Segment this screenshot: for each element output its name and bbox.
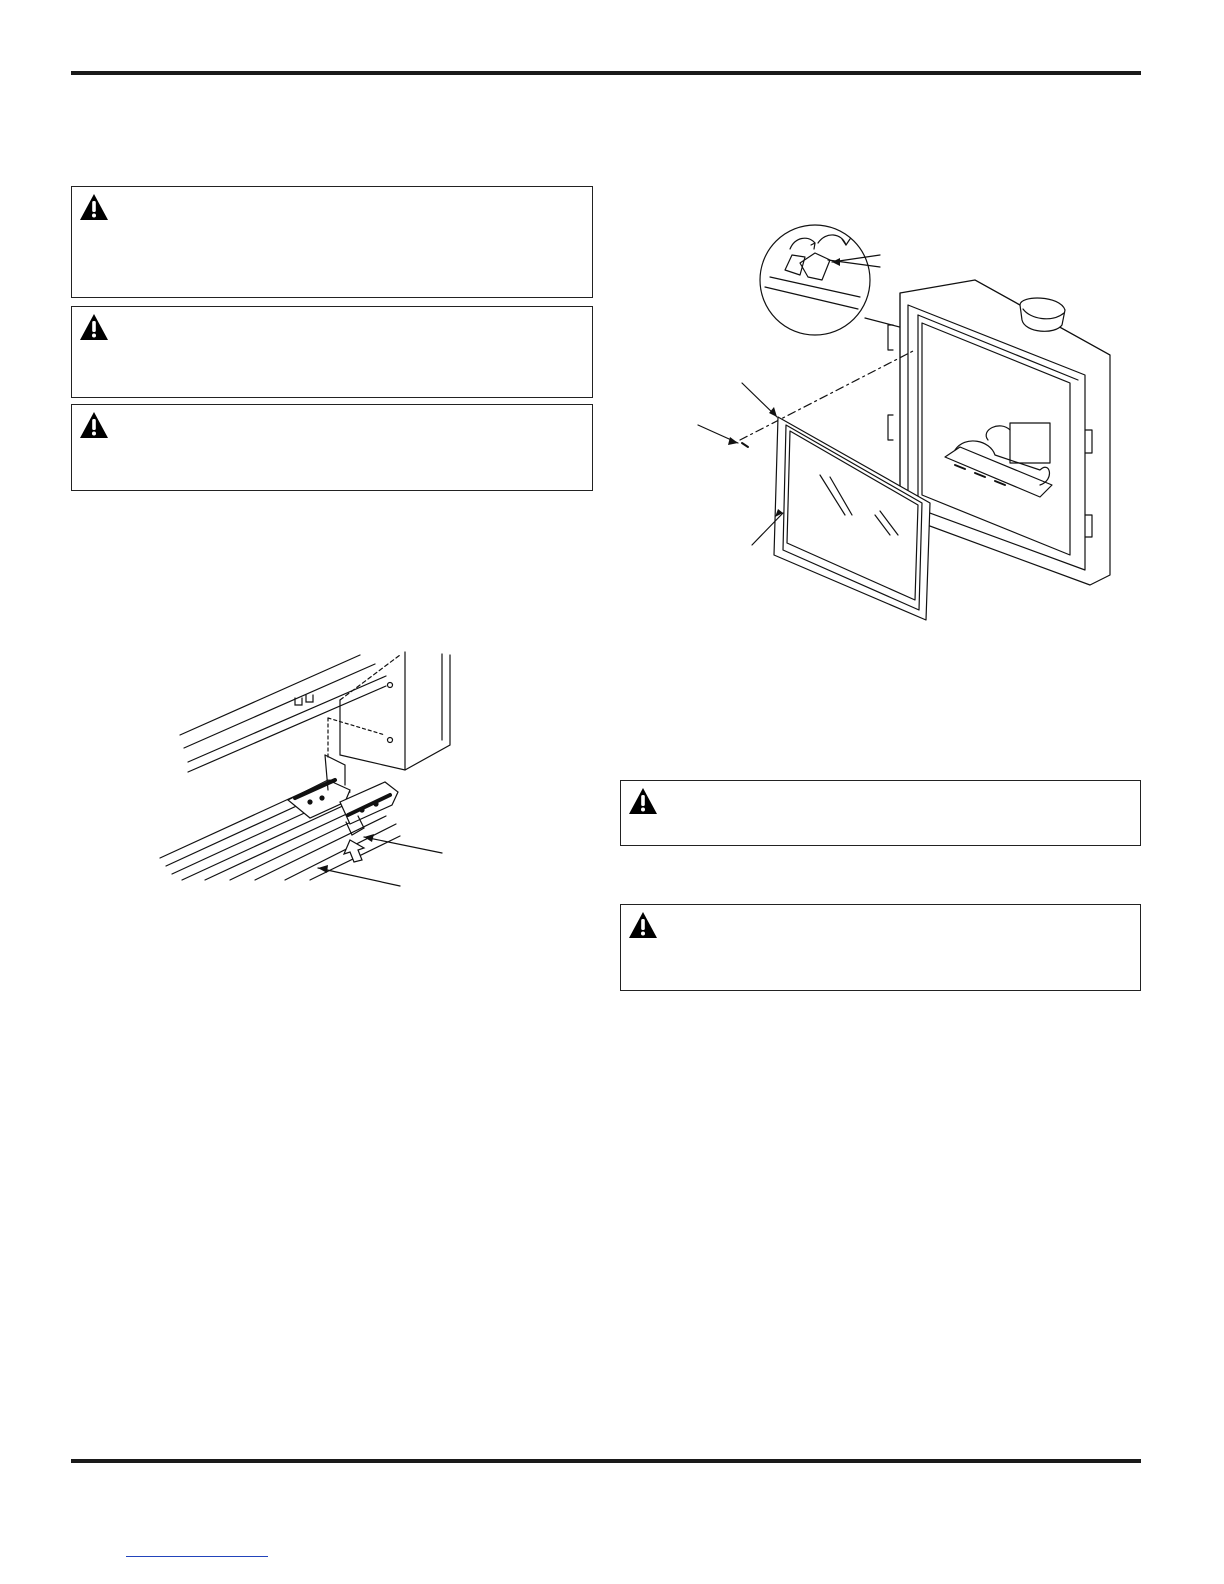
warning-triangle-icon: [79, 411, 109, 439]
warning-triangle-icon: [628, 787, 658, 815]
hinge-illustration: [150, 640, 470, 900]
footer-rule: [71, 1459, 1141, 1463]
warning-box: [71, 404, 593, 491]
warning-triangle-icon: [79, 313, 109, 341]
warning-box: [71, 186, 593, 298]
warning-box: [620, 780, 1141, 846]
warning-box: [620, 904, 1141, 991]
footer-link-underline[interactable]: [126, 1556, 268, 1557]
warning-triangle-icon: [79, 193, 109, 221]
fireplace-illustration: [690, 215, 1130, 635]
header-rule: [71, 71, 1141, 75]
warning-triangle-icon: [628, 911, 658, 939]
warning-box: [71, 306, 593, 398]
